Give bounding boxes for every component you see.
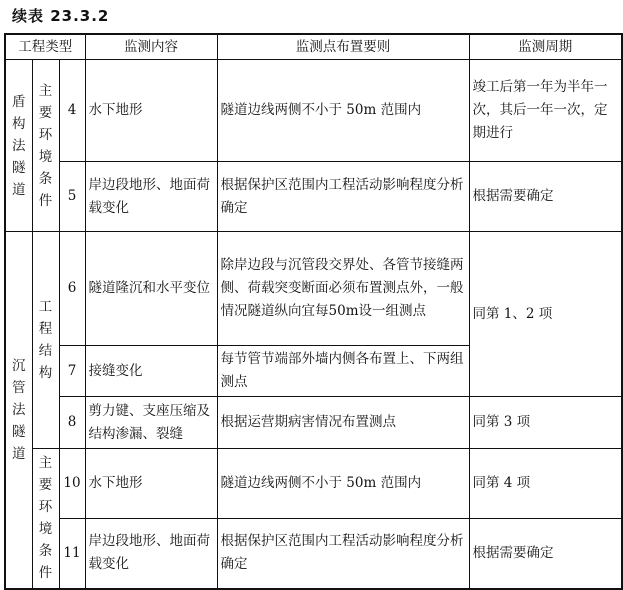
period-cell: 根据需要确定 (469, 162, 622, 232)
header-row (5, 34, 622, 60)
group-cell: 盾构法隧道 (5, 60, 32, 232)
table-row (5, 162, 622, 232)
content-cell: 水下地形 (85, 60, 217, 162)
monitoring-table (4, 33, 623, 590)
rule-cell: 隧道边线两侧不小于 50m 范围内 (217, 60, 469, 162)
rule-cell: 隧道边线两侧不小于 50m 范围内 (217, 449, 469, 519)
table-row (5, 449, 622, 519)
rule-cell: 根据保护区范围内工程活动影响程度分析确定 (217, 162, 469, 232)
period-cell: 同第 1、2 项 (469, 232, 622, 397)
table-row (5, 397, 622, 449)
header-rule: 监测点布置要则 (217, 34, 469, 60)
table-caption: 续表 23.3.2 (12, 7, 110, 25)
header-content: 监测内容 (85, 34, 217, 60)
content-cell: 岸边段地形、地面荷载变化 (85, 519, 217, 589)
content-cell: 接缝变化 (85, 346, 217, 397)
table-row (5, 519, 622, 589)
rule-cell: 除岸边段与沉管段交界处、各管节接缝两侧、荷载突变断面必须布置测点外，一般情况隧道纵向宜每50m设一组测点 (217, 232, 469, 346)
row-number: 11 (59, 519, 85, 589)
row-number: 5 (59, 162, 85, 232)
row-number: 4 (59, 60, 85, 162)
row-number: 8 (59, 397, 85, 449)
rule-cell: 根据运营期病害情况布置测点 (217, 397, 469, 449)
subgroup-cell: 工程结构 (32, 232, 59, 449)
content-cell: 岸边段地形、地面荷载变化 (85, 162, 217, 232)
rule-cell: 每节管节端部外墙内侧各布置上、下两组测点 (217, 346, 469, 397)
content-cell: 水下地形 (85, 449, 217, 519)
subgroup-cell: 主要环境条件 (32, 60, 59, 232)
header-period: 监测周期 (469, 34, 622, 60)
content-cell: 隧道隆沉和水平变位 (85, 232, 217, 346)
header-type: 工程类型 (5, 34, 85, 60)
row-number: 6 (59, 232, 85, 346)
period-cell: 根据需要确定 (469, 519, 622, 589)
period-cell: 同第 3 项 (469, 397, 622, 449)
row-number: 7 (59, 346, 85, 397)
period-cell: 同第 4 项 (469, 449, 622, 519)
table-row (5, 232, 622, 346)
subgroup-cell: 主要环境条件 (32, 449, 59, 589)
content-cell: 剪力键、支座压缩及结构渗漏、裂缝 (85, 397, 217, 449)
rule-cell: 根据保护区范围内工程活动影响程度分析确定 (217, 519, 469, 589)
table-row (5, 60, 622, 162)
row-number: 10 (59, 449, 85, 519)
group-cell: 沉管法隧道 (5, 232, 32, 589)
period-cell: 竣工后第一年为半年一次，其后一年一次，定期进行 (469, 60, 622, 162)
